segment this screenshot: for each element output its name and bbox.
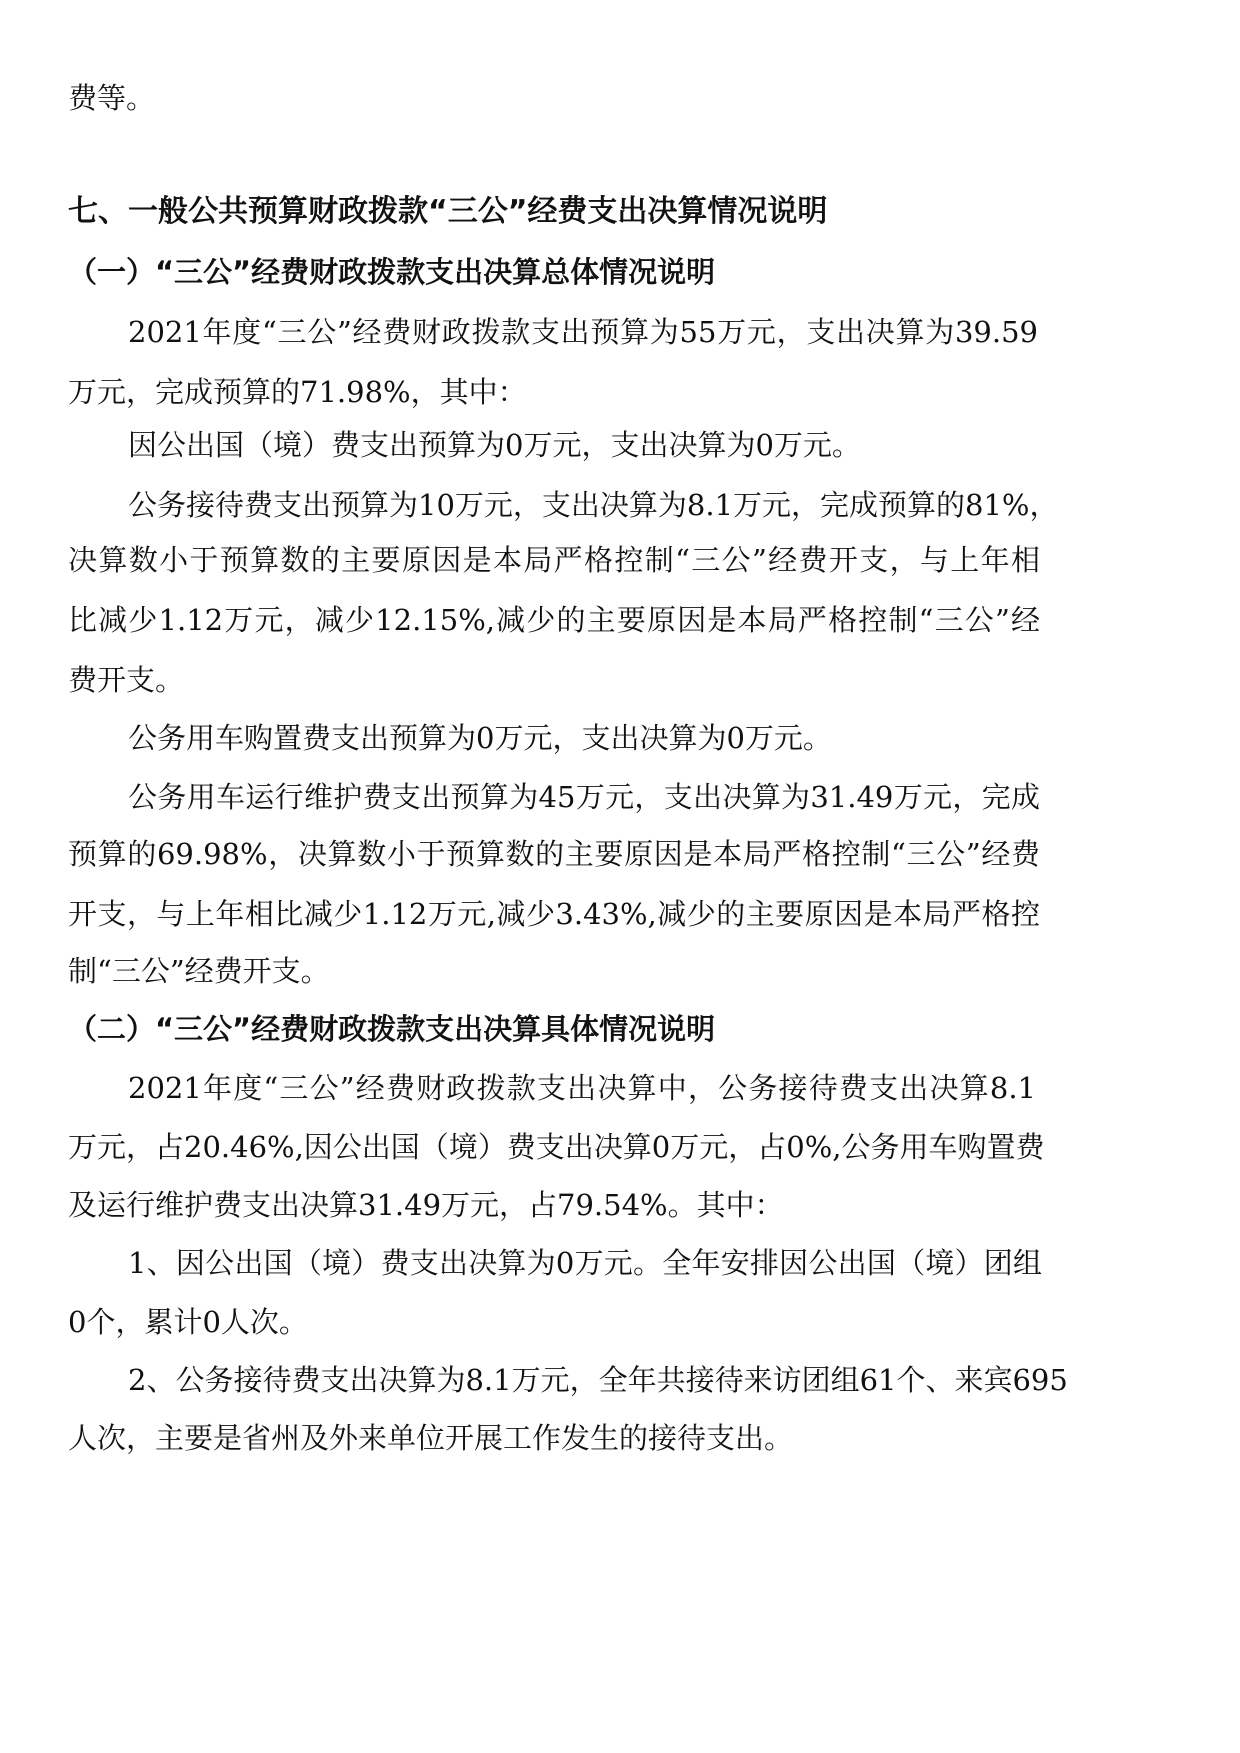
paragraph-line: 万元，占20.46%,因公出国（境）费支出决算0万元，占0%,公务用车购置费 [68,1130,1045,1164]
paragraph-line: 公务用车购置费支出预算为0万元，支出决算为0万元。 [128,721,832,755]
subsection-heading: （二）“三公”经费财政拨款支出决算具体情况说明 [68,1012,716,1046]
paragraph-line: 及运行维护费支出决算31.49万元，占79.54%。其中： [68,1188,784,1222]
paragraph-line: 2021年度“三公”经费财政拨款支出预算为55万元，支出决算为39.59 [128,315,1038,349]
paragraph-line: 开支，与上年相比减少1.12万元,减少3.43%,减少的主要原因是本局严格控 [68,897,1040,931]
paragraph-line: 2021年度“三公”经费财政拨款支出决算中，公务接待费支出决算8.1 [128,1071,1036,1105]
section-heading: 七、一般公共预算财政拨款“三公”经费支出决算情况说明 [68,194,828,229]
paragraph-line: 万元，完成预算的71.98%，其中： [68,375,527,409]
paragraph-line: 预算的69.98%，决算数小于预算数的主要原因是本局严格控制“三公”经费 [68,837,1040,871]
paragraph-line: 1、因公出国（境）费支出决算为0万元。全年安排因公出国（境）团组 [128,1246,1042,1280]
paragraph-line: 因公出国（境）费支出预算为0万元，支出决算为0万元。 [128,428,861,462]
paragraph-line: 0个，累计0人次。 [68,1305,308,1339]
paragraph-line: 决算数小于预算数的主要原因是本局严格控制“三公”经费开支，与上年相 [68,543,1040,577]
subsection-heading: （一）“三公”经费财政拨款支出决算总体情况说明 [68,255,716,289]
paragraph-line: 人次，主要是省州及外来单位开展工作发生的接待支出。 [68,1421,794,1455]
paragraph-line: 制“三公”经费开支。 [68,954,330,988]
paragraph-line: 费开支。 [68,663,185,697]
paragraph-line: 公务用车运行维护费支出预算为45万元，支出决算为31.49万元，完成 [128,780,1040,814]
paragraph-line: 费等。 [68,81,156,115]
paragraph-line: 比减少1.12万元，减少12.15%,减少的主要原因是本局严格控制“三公”经 [68,603,1040,637]
paragraph-line: 2、公务接待费支出决算为8.1万元，全年共接待来访团组61个、来宾695 [128,1363,1068,1397]
paragraph-line: 公务接待费支出预算为10万元，支出决算为8.1万元，完成预算的81%， [128,488,1059,522]
